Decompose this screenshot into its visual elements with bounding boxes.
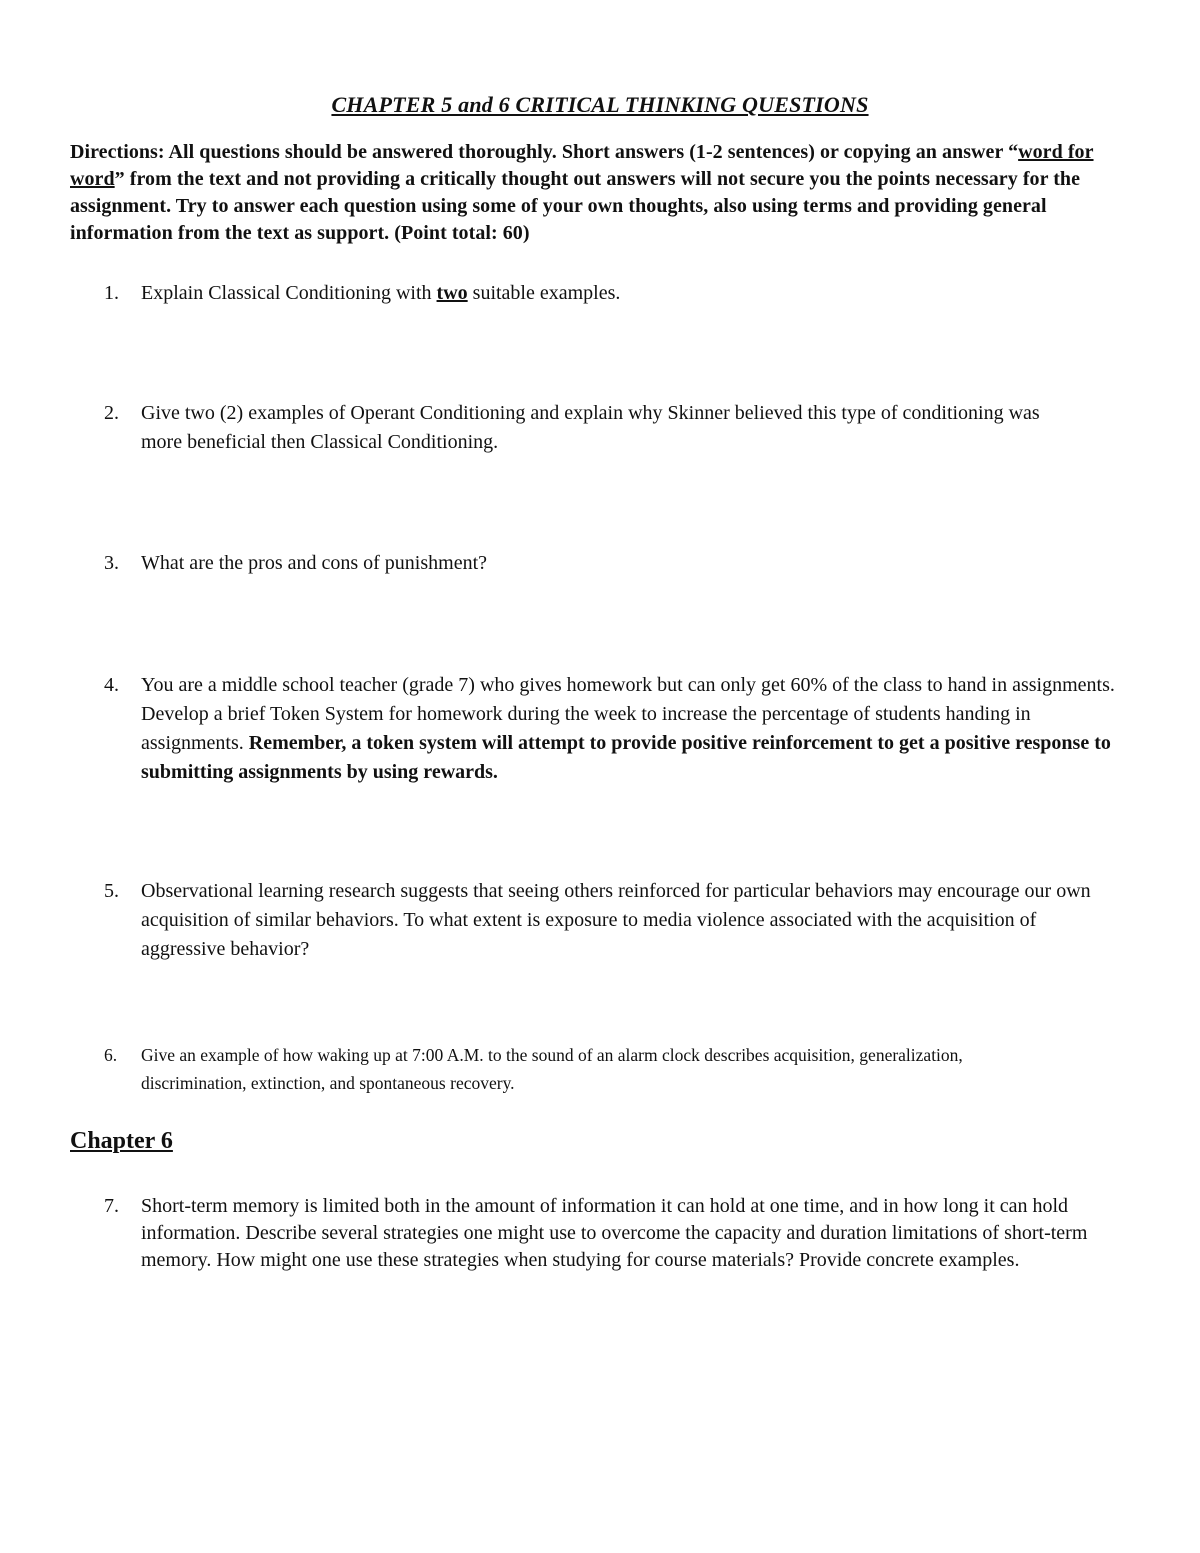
- question-text: Short-term memory is limited both in the amount of information it can hold at one time, and in how long it can hold information. Describe several strategies one might use to overcome the capacity and duration limitations of short-term memory. How might one use these strategies when studying for course materials? Provide concrete examples.: [141, 1195, 1088, 1271]
- question-number: 4.: [104, 674, 119, 696]
- chapter-6-heading: Chapter 6: [70, 1128, 173, 1154]
- question-number: 1.: [104, 282, 119, 304]
- directions-paragraph: [70, 139, 1130, 247]
- directions-text-part2: ” from the text and not providing a critically thought out answers will not secure you the points necessary for the assignment. Try to answer each question using some of your own thoughts, also using terms and providing general information from the text as support. (Point total: 60): [70, 168, 1081, 244]
- question-text-bold: Remember, a token system will attempt to provide positive reinforcement to get a positive response to submitting assignments by using rewards.: [141, 732, 1111, 783]
- question-text: What are the pros and cons of punishment?: [141, 552, 488, 574]
- directions-underlined-phrase: word for word: [70, 141, 1094, 190]
- question-number: 3.: [104, 552, 119, 574]
- question-text: [141, 671, 1134, 787]
- question-text-pre: Explain Classical Conditioning with: [141, 282, 437, 304]
- question-3: [104, 549, 1134, 578]
- question-emphasis: two: [436, 282, 468, 304]
- question-text: Observational learning research suggests that seeing others reinforced for particular behaviors may encourage our own acquisition of similar behaviors. To what extent is exposure to media violence associated with the acquisition of aggressive behavior?: [141, 880, 1091, 960]
- directions-text-part1: Directions: All questions should be answered thoroughly. Short answers (1-2 sentences) or copying an answer “: [70, 141, 1019, 163]
- question-6: [104, 1041, 1064, 1097]
- question-7: [104, 1193, 1134, 1274]
- question-text: Give an example of how waking up at 7:00 A.M. to the sound of an alarm clock describes acquisition, generalization, discrimination, extinction, and spontaneous recovery.: [141, 1045, 963, 1093]
- question-number: 7.: [104, 1195, 119, 1217]
- question-number: 2.: [104, 402, 119, 424]
- page-title: CHAPTER 5 and 6 CRITICAL THINKING QUESTIONS: [331, 92, 869, 117]
- question-number: 5.: [104, 880, 119, 902]
- question-5: [104, 877, 1094, 964]
- question-4: [104, 671, 1134, 787]
- question-text-post: suitable examples.: [467, 282, 621, 304]
- question-text: [141, 279, 1134, 308]
- question-1: [104, 279, 1134, 308]
- question-text-regular: You are a middle school teacher (grade 7) who gives homework but can only get 60% of the class to hand in assignments. Develop a brief Token System for homework during the week to increase the percentage of students handing in assignments.: [141, 674, 1115, 754]
- question-number: 6.: [104, 1045, 118, 1065]
- question-text: Give two (2) examples of Operant Conditioning and explain why Skinner believed this type of conditioning was more beneficial then Classical Conditioning.: [141, 402, 1040, 453]
- question-2: [104, 399, 1064, 457]
